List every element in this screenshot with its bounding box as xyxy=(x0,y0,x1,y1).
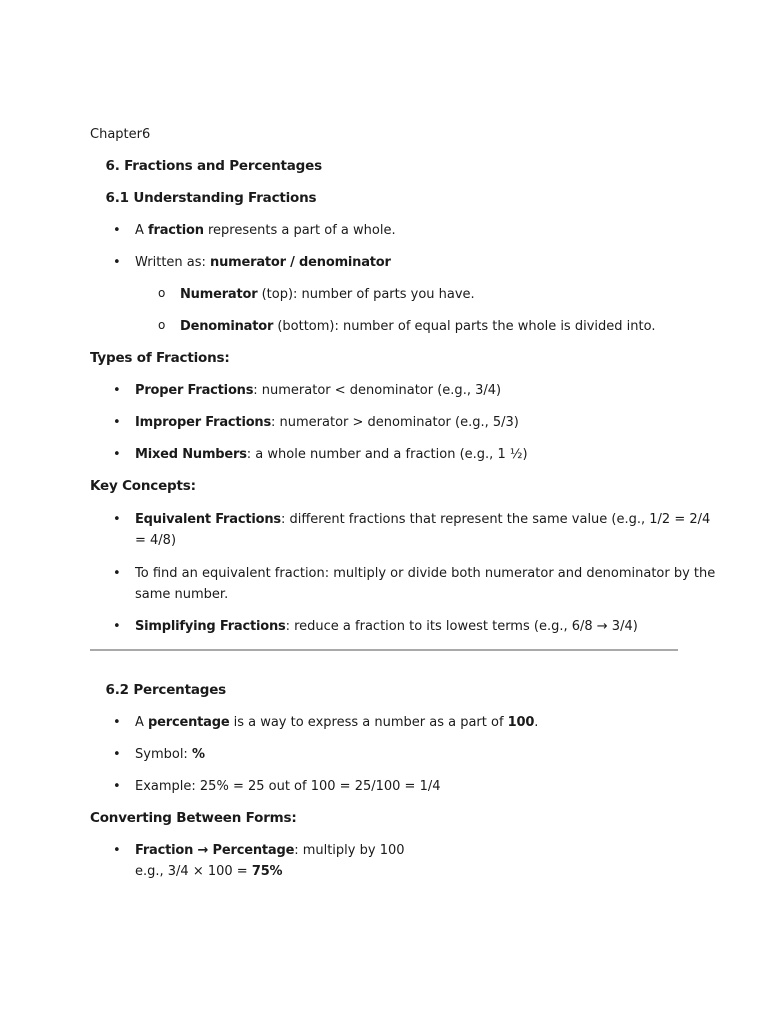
list-item: • To find an equivalent fraction: multiply or divide both numerator and denominator by the same number. xyxy=(90,563,725,605)
sub-list-item: o Numerator (top): number of parts you have. xyxy=(90,284,768,305)
bullet-icon: • xyxy=(113,619,121,634)
list-item: • Simplifying Fractions: reduce a fraction to its lowest terms (e.g., 6/8 → 3/4) xyxy=(90,616,725,637)
list-item: • Mixed Numbers: a whole number and a fraction (e.g., 1 ½) xyxy=(90,444,725,465)
horizontal-divider xyxy=(90,649,678,651)
sub-list-item: o Denominator (bottom): number of equal parts the whole is divided into. xyxy=(90,316,768,337)
types-heading: Types of Fractions: xyxy=(90,350,230,366)
list-item: • Symbol: % xyxy=(90,744,725,765)
bullet-icon: • xyxy=(113,566,121,581)
chapter-label: Chapter6 xyxy=(90,127,151,142)
subsection-title-percentages: 6.2 Percentages xyxy=(105,682,227,698)
subsection-title-understanding-fractions: 6.1 Understanding Fractions xyxy=(105,190,317,206)
key-concepts-heading: Key Concepts: xyxy=(90,478,196,494)
bullet-icon: • xyxy=(113,447,121,462)
list-item: • Example: 25% = 25 out of 100 = 25/100 = 1/4 xyxy=(90,776,725,797)
list-item: • Equivalent Fractions: different fractions that represent the same value (e.g., 1/2 = 2/4 = 4/8) xyxy=(90,509,725,551)
bullet-icon: • xyxy=(113,779,121,794)
list-item: • A fraction represents a part of a whole. xyxy=(90,220,725,241)
circle-bullet-icon: o xyxy=(158,318,166,332)
list-item: • Improper Fractions: numerator > denominator (e.g., 5/3) xyxy=(90,412,725,433)
bullet-icon: • xyxy=(113,715,121,730)
bullet-icon: • xyxy=(113,415,121,430)
bullet-icon: • xyxy=(113,512,121,527)
converting-heading: Converting Between Forms: xyxy=(90,810,297,826)
bullet-icon: • xyxy=(113,255,121,270)
list-item: • Written as: numerator / denominator xyxy=(90,252,725,273)
section-title: 6. Fractions and Percentages xyxy=(105,158,322,174)
bullet-icon: • xyxy=(113,223,121,238)
circle-bullet-icon: o xyxy=(158,286,166,300)
bullet-icon: • xyxy=(113,383,121,398)
list-item: • Fraction → Percentage: multiply by 100 e.g., 3/4 × 100 = 75% xyxy=(90,840,725,882)
bullet-icon: • xyxy=(113,747,121,762)
bullet-icon: • xyxy=(113,843,121,858)
list-item: • A percentage is a way to express a number as a part of 100. xyxy=(90,712,725,733)
list-item: • Proper Fractions: numerator < denominator (e.g., 3/4) xyxy=(90,380,725,401)
